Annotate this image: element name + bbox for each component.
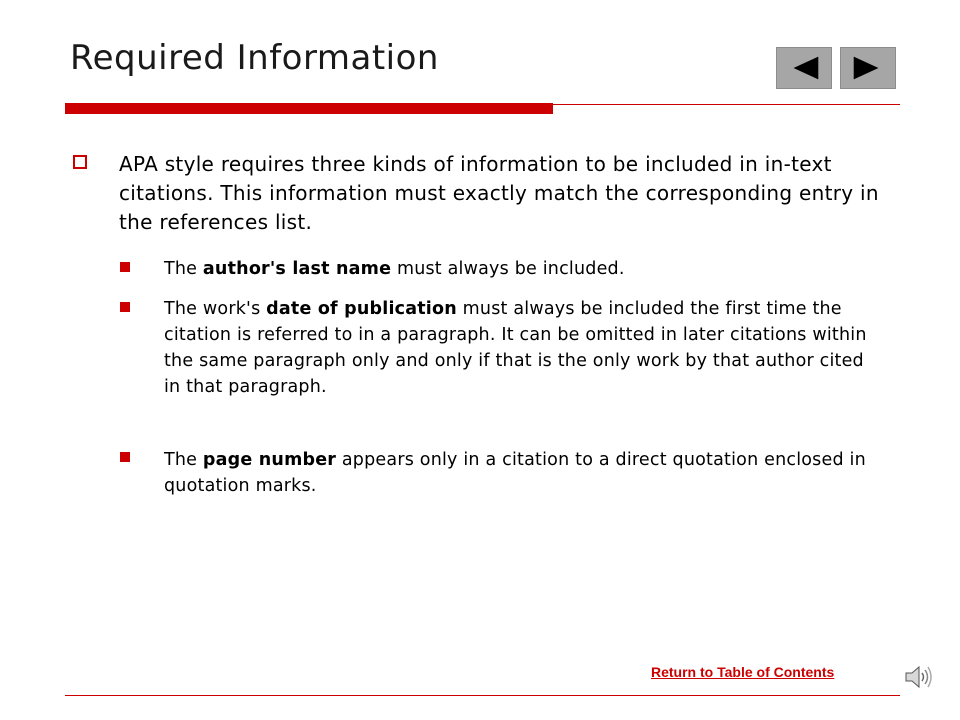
speaker-icon[interactable] [903,663,937,691]
next-slide-button[interactable] [840,47,896,89]
sub-bullet-page: The page number appears only in a citation to a direct quotation enclosed in quotation marks. [164,450,866,496]
square-bullet-icon [120,452,130,462]
return-to-toc-link[interactable]: Return to Table of Contents [651,664,835,680]
triangle-left-icon [777,48,831,88]
previous-slide-button[interactable] [776,47,832,89]
title-underline-thin [553,104,900,105]
hollow-square-bullet-icon [73,155,87,169]
square-bullet-icon [120,302,130,312]
title-underline-thick [65,103,553,114]
square-bullet-icon [120,262,130,272]
main-bullet-text: APA style requires three kinds of information to be included in in-text citations. This information must exactly match the corresponding entry in the references list. [119,152,879,234]
triangle-right-icon [841,48,895,88]
footer-divider [65,695,900,696]
slide-title: Required Information [70,38,439,78]
sub-bullet-author: The author's last name must always be included. [164,259,625,279]
sub-bullet-date: The work's date of publication must always be included the first time the citation is referred to in a paragraph. It can be omitted in later citations within the same paragraph only and only if that is the only work by that author cited in that paragraph. [164,299,867,397]
